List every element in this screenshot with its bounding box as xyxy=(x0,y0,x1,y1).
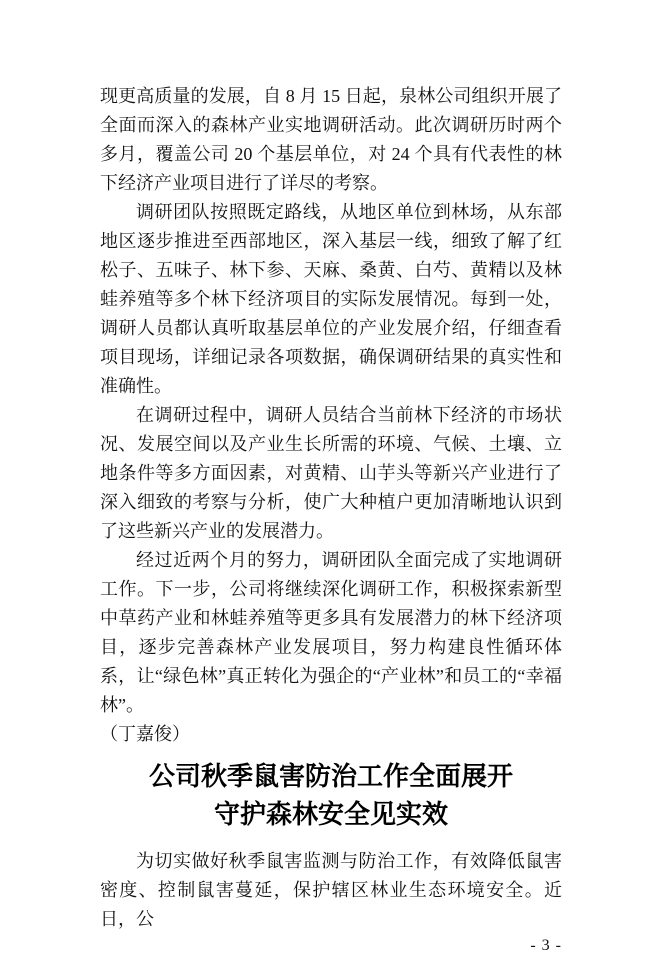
paragraph-rodent-control-opening: 为切实做好秋季鼠害监测与防治工作，有效降低鼠害密度、控制鼠害蔓延，保护辖区林业生态环境安全。近日，公 xyxy=(100,851,562,929)
paragraph-continuation: 现更高质量的发展，自 8 月 15 日起，泉林公司组织开展了全面而深入的森林产业实地调研活动。此次调研历时两个多月，覆盖公司 20 个基层单位，对 24 个具有代表性的林下经济产业项目进行了详尽的考察。 xyxy=(100,86,562,193)
author-byline: （丁嘉俊） xyxy=(100,724,190,744)
page-number: - 3 - xyxy=(530,937,562,954)
article-title-line1: 公司秋季鼠害防治工作全面展开 xyxy=(148,761,513,791)
paragraph-survey-conclusion: 经过近两个月的努力，调研团队全面完成了实地调研工作。下一步，公司将继续深化调研工作，积极探索新型中草药产业和林蛙养殖等更多具有发展潜力的林下经济项目，逐步完善森林产业发展项目，努力构建良性循环体系，让“绿色林”真正转化为强企的“产业林”和员工的“幸福林”。 xyxy=(100,550,562,715)
article-title-line2: 守护森林安全见实效 xyxy=(213,799,448,829)
paragraph-survey-route: 调研团队按照既定路线，从地区单位到林场，从东部地区逐步推进至西部地区，深入基层一线，细致了解了红松子、五味子、林下参、天麻、桑黄、白芍、黄精以及林蛙养殖等多个林下经济项目的实际发展情况。每到一处，调研人员都认真听取基层单位的产业发展介绍，仔细查看项目现场，详细记录各项数据，确保调研结果的真实性和准确性。 xyxy=(100,202,562,396)
paragraph-survey-analysis: 在调研过程中，调研人员结合当前林下经济的市场状况、发展空间以及产业生长所需的环境、气候、土壤、立地条件等多方面因素，对黄精、山芋头等新兴产业进行了深入细致的考察与分析，使广大种植户更加清晰地认识到了这些新兴产业的发展潜力。 xyxy=(100,405,562,541)
article-title xyxy=(100,757,562,833)
